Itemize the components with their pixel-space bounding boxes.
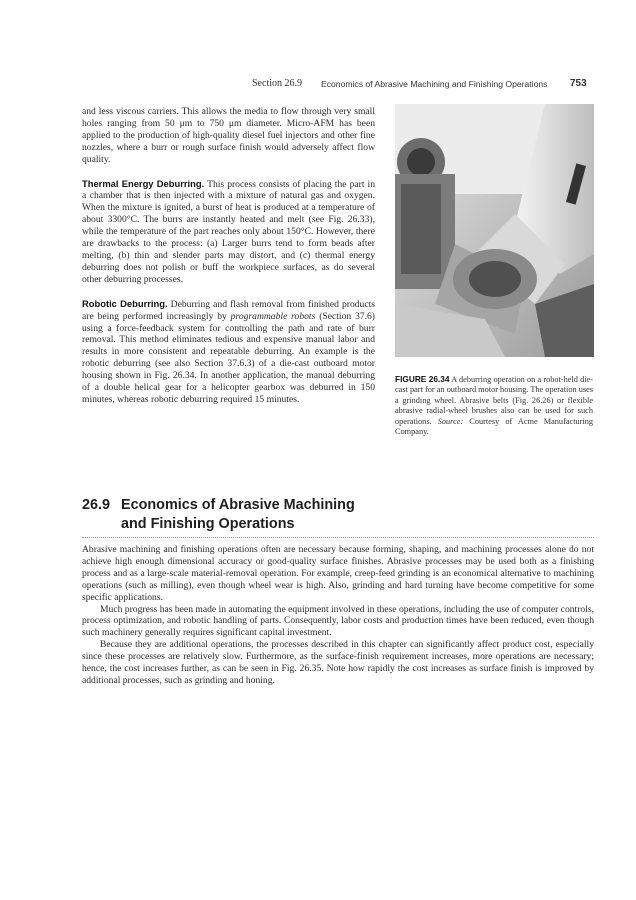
robotic-text-b: (Section 37.6) using a force-feedback system for controlling the path and rate of burr removal. This method eliminates tedious and expensive manual labor and results in more consistent and repeatable deburring. An example is the robotic deburring (see also Section 37.6.3) of a die-cast outboard motor housing shown in Fig. 26.34. In another application, the manual deburring of a double helical gear for a helicopter gearbox was deburred in 150 minutes, whereas robotic deburring required 15 minutes. <box>82 310 375 405</box>
section-body <box>82 544 594 687</box>
paragraph-afm: and less viscous carriers. This allows the media to flow through very small holes ranging from 50 μm to 750 μm diameter. Micro-AFM has been applied to the production of high-quality diesel fuel injectors and other fine nozzles, where a burr or rough surface finish would adversely affect flow quality. <box>82 106 375 165</box>
figure-photo <box>395 104 594 357</box>
running-header <box>0 78 598 92</box>
robotic-text-a: Deburring and flash removal from finished products are being performed increasingly by <box>82 298 375 322</box>
robot-deburring-photo <box>395 104 594 357</box>
page-number: 753 <box>570 78 587 89</box>
caption-source-label: Source: <box>437 416 464 426</box>
section-number: 26.9 <box>82 497 111 513</box>
header-section: Section 26.9 <box>252 78 302 89</box>
left-column <box>82 106 375 406</box>
section-rule <box>82 537 594 538</box>
header-title: Economics of Abrasive Machining and Finishing Operations <box>321 79 548 89</box>
paragraph-thermal <box>82 178 375 286</box>
body-paragraph-1: Abrasive machining and finishing operations often are necessary because forming, shaping, and machining processes alone do not achieve high enough dimensional accuracy or good-quality surface finishes. Abrasive processes may be used both as a finishing process and as a large-scale material-removal operation. For example, creep-feed grinding is an economical alternative to machining operations (such as milling), even though wheel wear is high. Also, grinding and hard turning have become competitive for some specific applications. <box>82 544 594 603</box>
figure-label: FIGURE 26.34 <box>395 374 450 384</box>
thermal-text: This process consists of placing the part in a chamber that is then injected with a mixture of natural gas and oxygen. When the mixture is ignited, a burst of heat is produced at a temperature of about 3300°C. The burrs are instantly heated and melt (see Fig. 26.33), while the temperature of the part reaches only about 150°C. However, there are drawbacks to the process: (a) Larger burrs tend to form beads after melting, (b) thin and slender parts may distort, and (c) thermal energy deburring does not polish or buff the workpiece surfaces, as do several other deburring processes. <box>82 178 376 285</box>
body-paragraph-3: Because they are additional operations, the processes described in this chapter can significantly affect product cost, especially since these processes are relatively slow. Furthermore, as the surface-finish requirement increases, more operations are necessary; hence, the cost increases further, as can be seen in Fig. 26.35. Note how rapidly the cost increases as surface finish is improved by additional processes, such as grinding and honing. <box>82 639 594 686</box>
caption-source-text: Courtesy of Acme Manufacturing Company. <box>395 416 594 437</box>
robotic-heading: Robotic Deburring. <box>82 297 168 309</box>
body-paragraph-2: Much progress has been made in automating the equipment involved in these operations, including the use of computer controls, process optimization, and robotic handling of parts. Consequently, labor costs and production times have been reduced, even though such machinery generally requires significant capital investment. <box>82 603 594 639</box>
section-title-line2: and Finishing Operations <box>121 516 295 532</box>
figure-caption <box>395 374 593 437</box>
paragraph-robotic <box>82 298 375 406</box>
robotic-text-italic: programmable robots <box>230 310 316 322</box>
section-title-line1: Economics of Abrasive Machining <box>121 497 355 513</box>
caption-text: A deburring operation on a robot-held die-cast part for an outboard motor housing. The operation uses a grinding wheel. Abrasive belts (Fig. 26.26) or flexible abrasive radial-wheel brushes also can be used for such operations. <box>395 375 594 426</box>
thermal-heading: Thermal Energy Deburring. <box>82 177 205 189</box>
